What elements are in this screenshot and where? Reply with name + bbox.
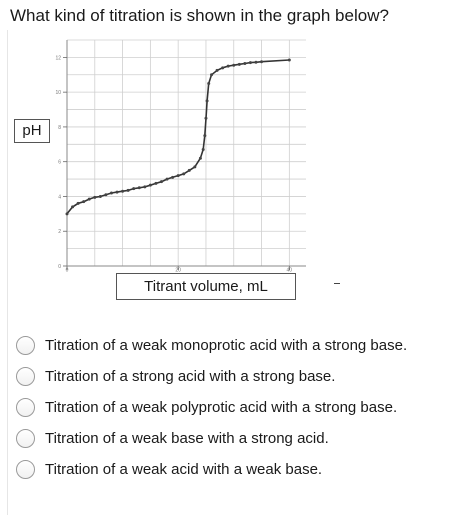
y-tick-label: 12 bbox=[55, 55, 61, 62]
chart-ticks bbox=[55, 55, 292, 273]
y-tick-label: 0 bbox=[58, 264, 61, 270]
answer-option-label: Titration of a weak base with a strong acid. bbox=[45, 429, 329, 447]
radio-button[interactable] bbox=[16, 460, 35, 479]
data-point bbox=[177, 174, 180, 177]
data-point bbox=[232, 64, 235, 67]
y-tick-label: 2 bbox=[58, 229, 61, 236]
radio-button[interactable] bbox=[16, 398, 35, 417]
answer-option[interactable] bbox=[16, 392, 407, 423]
data-point bbox=[132, 187, 135, 190]
data-point bbox=[249, 61, 252, 64]
data-point bbox=[77, 202, 80, 205]
data-point bbox=[243, 62, 246, 65]
data-point bbox=[160, 180, 163, 183]
answer-option[interactable] bbox=[16, 423, 407, 454]
answer-option[interactable] bbox=[16, 454, 407, 485]
data-point bbox=[116, 191, 119, 194]
data-point bbox=[66, 212, 69, 215]
answer-option-label: Titration of a weak acid with a weak base. bbox=[45, 460, 323, 478]
data-point bbox=[193, 165, 196, 168]
data-point bbox=[121, 190, 124, 193]
radio-button[interactable] bbox=[16, 429, 35, 448]
data-point bbox=[260, 60, 263, 63]
stray-mark bbox=[334, 283, 340, 284]
data-point bbox=[138, 186, 141, 189]
data-point bbox=[166, 178, 169, 181]
data-point bbox=[143, 185, 146, 188]
chart-grid bbox=[67, 40, 306, 266]
data-point bbox=[221, 66, 224, 69]
data-point bbox=[204, 117, 207, 120]
data-point bbox=[227, 65, 230, 68]
data-point bbox=[216, 69, 219, 72]
data-point bbox=[99, 195, 102, 198]
data-point bbox=[188, 169, 191, 172]
data-point bbox=[93, 196, 96, 199]
y-tick-label: 4 bbox=[58, 194, 61, 201]
answer-option-label: Titration of a strong acid with a strong base. bbox=[45, 367, 336, 385]
data-point bbox=[206, 99, 209, 102]
data-point bbox=[288, 58, 291, 61]
x-tick-label: 40 bbox=[286, 267, 293, 274]
data-point bbox=[149, 184, 152, 187]
x-axis-label: Titrant volume, mL bbox=[116, 273, 296, 300]
data-point bbox=[203, 134, 206, 137]
data-point bbox=[254, 61, 257, 64]
data-point bbox=[104, 193, 107, 196]
answer-option-label: Titration of a weak monoprotic acid with a strong base. bbox=[45, 336, 408, 354]
data-point bbox=[182, 172, 185, 175]
radio-button[interactable] bbox=[16, 367, 35, 386]
data-point bbox=[171, 176, 174, 179]
data-point bbox=[202, 148, 205, 151]
data-point bbox=[210, 73, 213, 76]
data-point bbox=[71, 205, 74, 208]
x-tick-label: 20 bbox=[175, 267, 181, 274]
radio-button[interactable] bbox=[16, 336, 35, 355]
y-axis-label: pH bbox=[14, 119, 50, 143]
data-point bbox=[154, 182, 157, 185]
chart-axes bbox=[67, 40, 306, 266]
data-point bbox=[82, 200, 85, 203]
x-tick-label: 0 bbox=[65, 267, 69, 274]
answer-option-label: Titration of a weak polyprotic acid with a strong base. bbox=[45, 398, 398, 416]
data-point bbox=[88, 198, 91, 201]
y-tick-label: 10 bbox=[55, 90, 61, 97]
data-point bbox=[127, 189, 130, 192]
y-tick-label: 6 bbox=[58, 159, 61, 166]
answer-options bbox=[16, 330, 407, 485]
data-point bbox=[238, 63, 241, 66]
answer-option[interactable] bbox=[16, 361, 407, 392]
data-point bbox=[207, 82, 210, 85]
data-point bbox=[199, 157, 202, 160]
y-tick-label: 8 bbox=[58, 124, 61, 131]
question-text: What kind of titration is shown in the graph below? bbox=[10, 6, 389, 25]
data-point bbox=[110, 191, 113, 194]
answer-option[interactable] bbox=[16, 330, 407, 361]
